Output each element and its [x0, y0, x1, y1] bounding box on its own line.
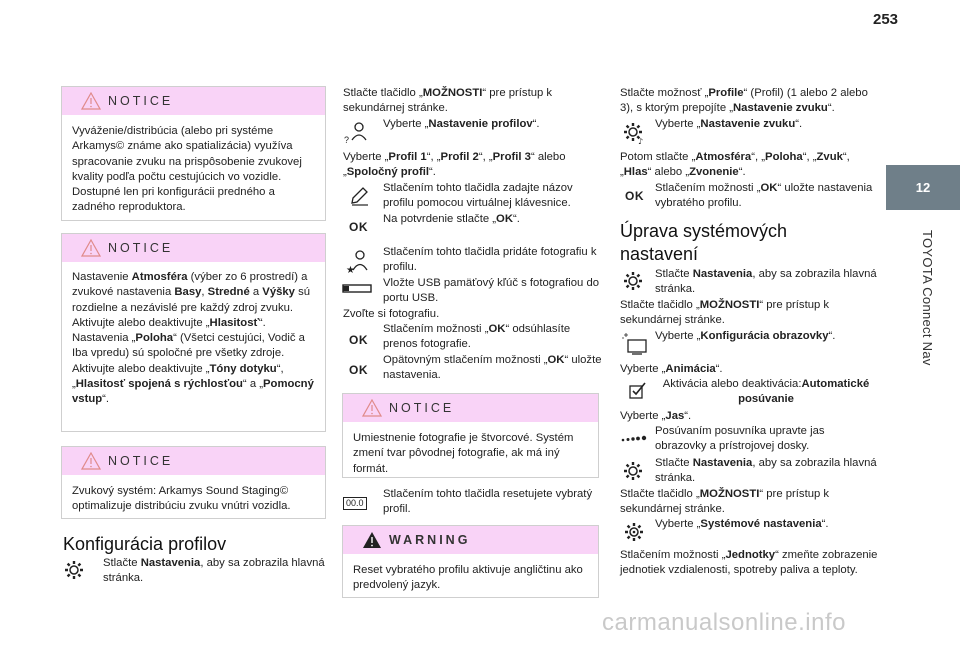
paragraph: Na potvrdenie stlačte „OK“.	[383, 213, 520, 225]
paragraph: Aktivácia alebo deaktivácia:Automatické posúvanie	[662, 378, 870, 406]
gear-icon	[622, 460, 644, 482]
section-heading: Konfigurácia profilov	[63, 534, 227, 554]
chapter-tab: 12	[886, 165, 960, 210]
ok-button-icon: OK	[349, 220, 368, 234]
notice-box-2	[61, 233, 326, 432]
paragraph: Stlačením možnosti „Jednotky“ zmeňte zobrazenie jednotiek vzdialenosti, spotreby paliva a teploty.	[620, 549, 878, 577]
watermark: carmanualsonline.info	[602, 609, 846, 636]
paragraph: Vyberte „Konfigurácia obrazovky“.	[655, 330, 836, 342]
warning-title: WARNING	[389, 533, 471, 547]
notice-title: NOTICE	[108, 454, 174, 468]
notice-box-1	[61, 86, 326, 221]
svg-text:★: ★	[346, 265, 355, 274]
paragraph: Stlačte Nastavenia, aby sa zobrazila hlavná stránka.	[655, 268, 877, 296]
notice-header	[343, 394, 598, 422]
notice-header	[62, 234, 325, 262]
ok-button-icon: OK	[349, 333, 368, 347]
ok-button-icon: OK	[349, 363, 368, 377]
paragraph: Zvoľte si fotografiu.	[343, 308, 440, 320]
checkbox-icon	[629, 381, 647, 399]
paragraph: Stlačte tlačidlo „MOŽNOSTI“ pre prístup k sekundárnej stránke.	[620, 299, 830, 327]
paragraph: Stlačením možnosti „OK“ odsúhlasíte prenos fotografie.	[383, 323, 571, 351]
notice-title: NOTICE	[108, 241, 174, 255]
paragraph: Stlačením tohto tlačidla zadajte názov profilu pomocou virtuálnej klávesnice.	[383, 182, 573, 210]
notice-text: Umiestnenie fotografie je štvorcové. Systém zmení tvar pôvodnej fotografie, ak má iný formát.	[353, 432, 574, 475]
reset-icon: 00.0	[343, 497, 367, 510]
section-heading: Úprava systémových nastavení	[620, 221, 788, 264]
paragraph: Vyberte „Animácia“.	[620, 363, 723, 375]
notice-box-3	[61, 446, 326, 519]
chapter-title: TOYOTA Connect Nav	[920, 230, 935, 366]
notice-header	[62, 87, 325, 115]
paragraph: Potom stlačte „Atmosféra“, „Poloha“, „Zvuk“, „Hlas“ alebo „Zvonenie“.	[620, 151, 850, 179]
paragraph: Opätovným stlačením možnosti „OK“ uložte nastavenia.	[383, 354, 602, 382]
warning-triangle-icon	[81, 452, 101, 470]
paragraph: Stlačením tohto tlačidla resetujete vybratý profil.	[383, 488, 593, 516]
notice-title: NOTICE	[108, 94, 174, 108]
warning-triangle-icon	[81, 92, 101, 110]
notice-text: Zvukový systém: Arkamys Sound Staging© optimalizuje distribúciu zvuku vnútri vozidla.	[72, 485, 291, 513]
column-2	[343, 86, 603, 117]
gear-icon	[63, 559, 85, 581]
paragraph: Vyberte „Profil 1“, „Profil 2“, „Profil 3“ alebo „Spoločný profil“.	[343, 151, 566, 179]
paragraph: Stlačením možnosti „OK“ uložte nastavenia vybratého profilu.	[655, 182, 873, 210]
warning-triangle-icon	[362, 531, 382, 549]
paragraph: Stlačte možnosť „Profile“ (Profil) (1 alebo 2 alebo 3), s ktorým prepojíte „Nastavenie zvuku“.	[620, 87, 868, 115]
notice-paragraph: Nastavenie Atmosféra (výber zo 6 prostredí) a zvukové nastavenia Basy, Stredné a Výšky sú rozdielne a nezávislé pre každý zdroj zvuku.	[72, 271, 311, 314]
warning-triangle-icon	[362, 399, 382, 417]
pencil-icon	[348, 185, 370, 207]
notice-paragraph: Aktivujte alebo deaktivujte „Hlasitosť“.	[72, 316, 266, 329]
sound-settings-icon	[622, 121, 646, 145]
paragraph: Posúvaním posuvníka upravte jas obrazovky a prístrojovej dosky.	[655, 425, 825, 453]
paragraph: Stlačte tlačidlo „MOŽNOSTI“ pre prístup k sekundárnej stránke.	[343, 87, 553, 115]
paragraph: Vyberte „Nastavenie profilov“.	[383, 118, 540, 130]
paragraph: Vložte USB pamäťový kľúč s fotografiou do portu USB.	[383, 277, 600, 305]
notice-paragraph: Nastavenia „Poloha“ (Všetci cestujúci, Vodič a Iba vpredu) sú spoločné pre všetky zdroje.	[72, 332, 305, 360]
usb-icon	[342, 283, 372, 295]
add-photo-icon	[345, 248, 371, 274]
warning-header	[343, 526, 598, 554]
notice-header	[62, 447, 325, 475]
notice-text: Vyváženie/distribúcia (alebo pri systéme Arkamys© známe ako spatializácia) využíva spracovanie zvuku na prispôsobenie zvukovej kvality podľa počtu cestujúcich vo vozidle. Dostupné len pri konfigurácii predného a zadného reproduktora.	[72, 125, 302, 214]
svg-text:?: ?	[344, 135, 350, 144]
svg-text:♪: ♪	[638, 137, 644, 145]
screen-config-icon	[620, 332, 648, 356]
brightness-slider-icon	[620, 432, 650, 444]
paragraph: Stlačte tlačidlo „MOŽNOSTI“ pre prístup k sekundárnej stránke.	[620, 488, 830, 516]
gear-icon	[622, 270, 644, 292]
step-settings	[63, 556, 328, 587]
paragraph: Vyberte „Systémové nastavenia“.	[655, 518, 829, 530]
profile-settings-icon	[344, 120, 370, 144]
system-settings-icon	[623, 521, 645, 543]
warning-box	[342, 525, 599, 598]
paragraph: Stlačením tohto tlačidla pridáte fotografiu k profilu.	[383, 246, 597, 274]
ok-button-icon: OK	[625, 189, 644, 203]
warning-triangle-icon	[81, 239, 101, 257]
page-number: 253	[873, 11, 899, 28]
step-text: Stlačte Nastavenia, aby sa zobrazila hlavná stránka.	[103, 557, 325, 585]
warning-text: Reset vybratého profilu aktivuje angličtinu ako predvolený jazyk.	[353, 564, 583, 592]
notice-title: NOTICE	[389, 401, 455, 415]
notice-box-4	[342, 393, 599, 478]
paragraph: Vyberte „Jas“.	[620, 410, 692, 422]
notice-paragraph: Aktivujte alebo deaktivujte „Tóny dotyku“, „Hlasitosť spojená s rýchlosťou“ a „Pomocný vstup“.	[72, 362, 314, 406]
paragraph: Stlačte Nastavenia, aby sa zobrazila hlavná stránka.	[655, 457, 877, 485]
paragraph: Vyberte „Nastavenie zvuku“.	[655, 118, 803, 130]
